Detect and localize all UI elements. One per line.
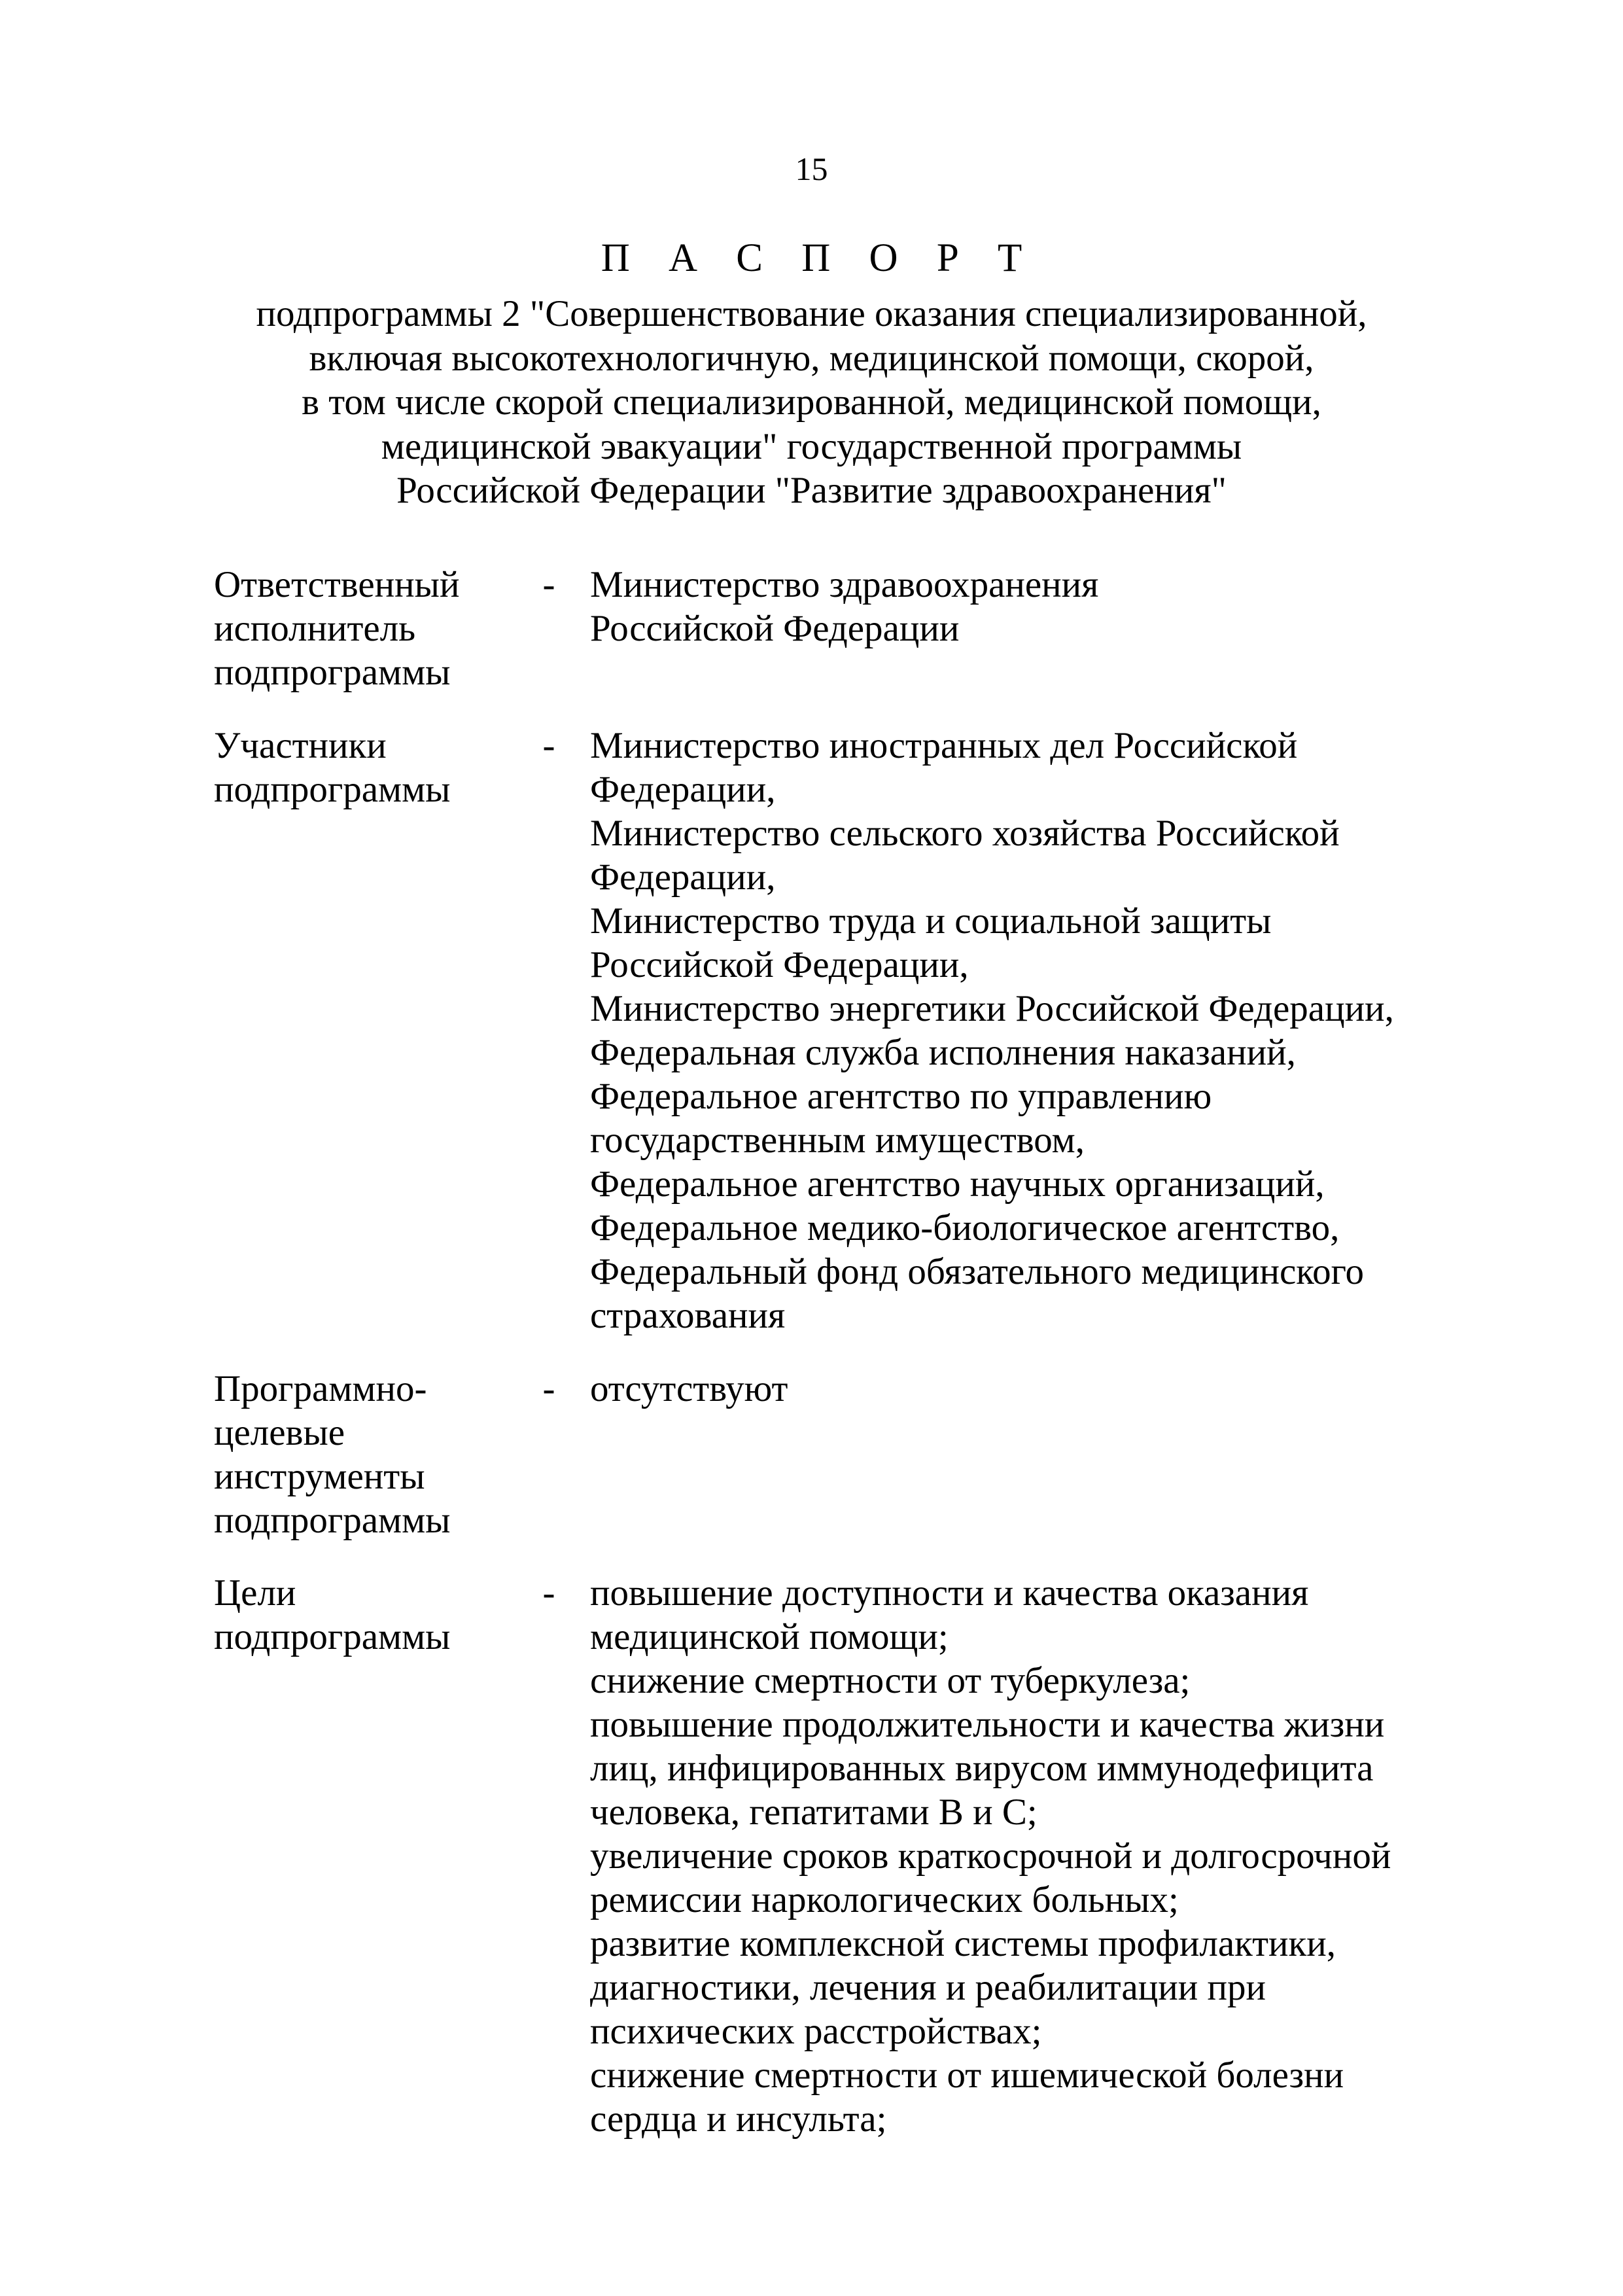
value-line: Федерации, — [590, 857, 776, 898]
row-participants — [214, 724, 1431, 1367]
value-line: Федеральное агентство по управлению — [590, 1076, 1212, 1117]
label-line: исполнитель — [214, 608, 416, 649]
row-dash: - — [542, 1368, 555, 1409]
value-line: увеличение сроков краткосрочной и долгосрочной — [590, 1835, 1391, 1877]
value-line: Российской Федерации — [590, 608, 960, 649]
value-line: отсутствуют — [590, 1368, 788, 1409]
value-line: Российской Федерации, — [590, 944, 969, 985]
document-title: П А С П О Р Т — [601, 236, 1037, 280]
value-line: Министерство труда и социальной защиты — [590, 900, 1272, 942]
page-number: 15 — [795, 150, 828, 187]
subtitle-line: в том числе скорой специализированной, медицинской помощи, — [302, 381, 1321, 423]
label-line: Участники — [214, 725, 387, 766]
value-line: лиц, инфицированных вирусом иммунодефицита — [590, 1748, 1374, 1789]
document-subtitle — [0, 292, 1623, 513]
label-line: подпрограммы — [214, 1500, 451, 1541]
row-value — [590, 1571, 1431, 2141]
value-line: страхования — [590, 1295, 786, 1336]
passport-table — [214, 563, 1431, 2141]
value-line: Федеральный фонд обязательного медицинского — [590, 1251, 1365, 1292]
row-responsible-executor — [214, 563, 1431, 724]
row-label — [214, 724, 528, 811]
value-line: медицинской помощи; — [590, 1616, 949, 1657]
value-line: развитие комплексной системы профилактики, — [590, 1923, 1336, 1964]
value-line: Федеральная служба исполнения наказаний, — [590, 1032, 1296, 1073]
value-line: Министерство иностранных дел Российской — [590, 725, 1298, 766]
value-line: повышение доступности и качества оказания — [590, 1572, 1309, 1614]
row-dash: - — [542, 1572, 555, 1614]
row-label — [214, 1367, 528, 1542]
subtitle-line: Российской Федерации "Развитие здравоохранения" — [396, 470, 1227, 511]
label-line: подпрограммы — [214, 1616, 451, 1657]
value-line: диагностики, лечения и реабилитации при — [590, 1967, 1266, 2008]
subtitle-line: включая высокотехнологичную, медицинской помощи, скорой, — [309, 337, 1314, 379]
label-line: подпрограммы — [214, 769, 451, 810]
label-line: инструменты — [214, 1456, 425, 1497]
value-line: повышение продолжительности и качества жизни — [590, 1704, 1385, 1745]
value-line: Федерации, — [590, 769, 776, 810]
row-value — [590, 563, 1431, 650]
row-program-instruments — [214, 1367, 1431, 1571]
value-line: снижение смертности от ишемической болезни — [590, 2055, 1344, 2096]
subtitle-line: подпрограммы 2 "Совершенствование оказания специализированной, — [256, 293, 1367, 334]
value-line: Федеральное медико-биологическое агентство, — [590, 1207, 1340, 1248]
value-line: человека, гепатитами В и С; — [590, 1792, 1038, 1833]
row-goals — [214, 1571, 1431, 2141]
value-line: государственным имуществом, — [590, 1120, 1085, 1161]
label-line: Ответственный — [214, 564, 460, 605]
label-line: Программно- — [214, 1368, 427, 1409]
value-line: Федеральное агентство научных организаций, — [590, 1163, 1325, 1205]
value-line: снижение смертности от туберкулеза; — [590, 1660, 1191, 1701]
row-value — [590, 724, 1431, 1337]
row-value — [590, 1367, 1431, 1411]
subtitle-line: медицинской эвакуации" государственной программы — [381, 425, 1242, 467]
row-dash: - — [542, 725, 555, 766]
label-line: Цели — [214, 1572, 296, 1614]
value-line: Министерство здравоохранения — [590, 564, 1099, 605]
label-line: целевые — [214, 1412, 345, 1453]
value-line: ремиссии наркологических больных; — [590, 1879, 1179, 1920]
row-label — [214, 563, 528, 694]
row-dash: - — [542, 564, 555, 605]
row-label — [214, 1571, 528, 1659]
value-line: психических расстройствах; — [590, 2011, 1042, 2052]
value-line: сердца и инсульта; — [590, 2098, 887, 2140]
label-line: подпрограммы — [214, 652, 451, 693]
value-line: Министерство энергетики Российской Федерации, — [590, 988, 1394, 1029]
value-line: Министерство сельского хозяйства Российской — [590, 813, 1340, 854]
